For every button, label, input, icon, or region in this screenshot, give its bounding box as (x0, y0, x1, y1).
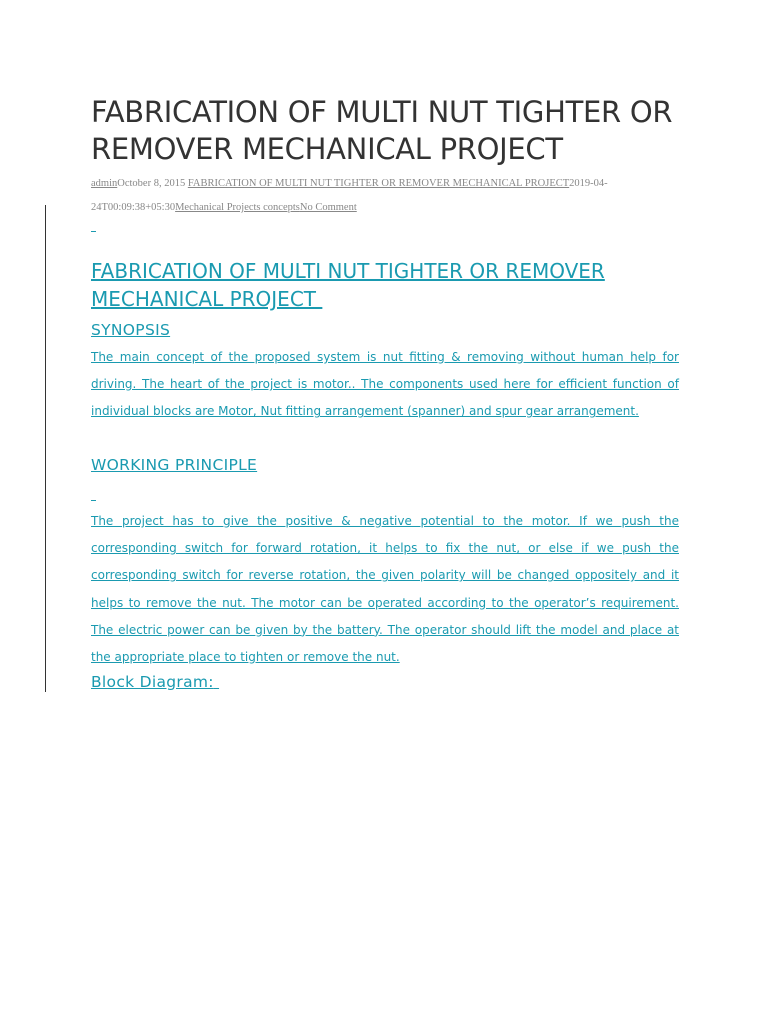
article-meta (91, 172, 651, 220)
block-diagram-text: Block Diagram: (91, 673, 214, 691)
empty-link-1[interactable] (91, 230, 96, 232)
article-subtitle-link[interactable] (91, 257, 671, 313)
author-link[interactable]: admin (91, 178, 118, 189)
left-margin-rule (45, 205, 46, 692)
synopsis-heading[interactable]: SYNOPSIS (91, 321, 171, 339)
comments-link[interactable]: No Comment (299, 202, 357, 213)
working-principle-heading[interactable]: WORKING PRINCIPLE (91, 456, 258, 474)
category-link[interactable]: Mechanical Projects concepts (175, 202, 300, 213)
working-principle-paragraph[interactable]: The project has to give the positive & negative potential to the motor. If we push the corresponding switch for forward rotation, it helps to fix the nut, or else if we push the corresponding switch for reverse rotation, the given polarity will be changed oppositely and it helps to remove the nut. The motor can be operated according to the operator’s requirement. The electric power can be given by the battery. The operator should lift the model and place at the appropriate place to tighten or remove the nut. (91, 514, 679, 665)
post-date: October 8, 2015 (117, 178, 186, 189)
empty-link-2[interactable] (91, 499, 96, 501)
modified-timestamp: 2019-04-24T00:09:38+05:30 (91, 178, 608, 213)
article-title: FABRICATION OF MULTI NUT TIGHTER OR REMOVER MECHANICAL PROJECT (91, 95, 673, 166)
synopsis-paragraph[interactable]: The main concept of the proposed system is nut fitting & removing without human help for driving. The heart of the project is motor.. The components used here for efficient function of individual blocks are Motor, Nut fitting arrangement (spanner) and spur gear arrangement. (91, 350, 679, 419)
subtitle-text: FABRICATION OF MULTI NUT TIGHTER OR REMOVER MECHANICAL PROJECT (91, 259, 605, 311)
post-permalink[interactable]: FABRICATION OF MULTI NUT TIGHTER OR REMOVER MECHANICAL PROJECT (187, 178, 570, 189)
block-diagram-heading[interactable] (91, 671, 219, 693)
